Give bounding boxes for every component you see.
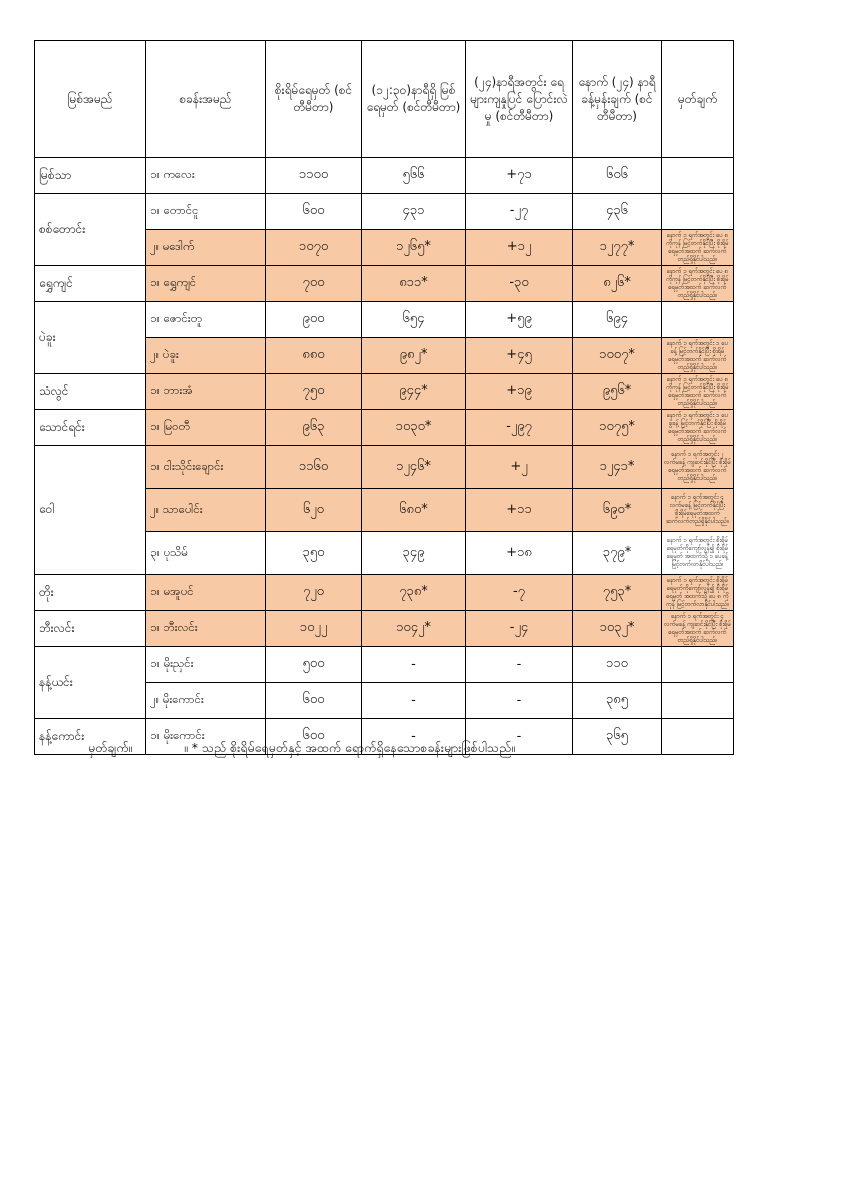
remark: နောက် ၁ ရက်အတွင်း ၄ လက်မခန့် ကျဆင်းနိုင်ပြီး စိုးရိမ်ရေမှတ်အထက် ဆက်လက်တည်ရှိနိုင်ပါသည်။ [662,611,734,647]
station-name: ၁။ ငါးသိုင်းချောင်း [146,446,266,489]
forecast-level: ၆၉၀* [573,489,662,532]
danger-level: ၁၁၀၀ [266,158,362,194]
level-change: -၂၉၇ [466,410,573,446]
danger-level: ၁၁၆၀ [266,446,362,489]
station-name: ၂။ မိုးကောင်း [146,683,266,719]
header-change: (၂၄)နာရီအတွင်း ရေများကျနှုပြင် ပြောင်းလဲမှု (စင်တီမီတာ) [466,41,573,158]
station-name: ၁။ ဘားအံ [146,374,266,410]
current-level: ၉၈၂* [362,338,466,374]
current-level: ၁၀၃၀* [362,410,466,446]
danger-level: ၁၀၂၂ [266,611,362,647]
danger-level: ၃၅၀ [266,532,362,575]
river-name: ရွှေကျင် [35,266,146,302]
station-name: ၂။ ပဲခူး [146,338,266,374]
remark: နောက် ၁ ရက်အတွင်း ၁ ပေခွဲခန့် မြင့်တက်နိုင်ပြီး စိုးရိမ်ရေမှတ်အထက် ဆက်လက်တည်ရှိနိုင်ပါသည်။ [662,410,734,446]
remark [662,719,734,755]
river-name: သံလွင် [35,374,146,410]
forecast-level: ၃၈၅ [573,683,662,719]
station-name: ၁။ ရွှေကျင် [146,266,266,302]
station-name: ၂။ သာပေါင်း [146,489,266,532]
river-name: နန့်ကောင်း [35,719,146,755]
remark: နောက် ၁ ရက်အတွင်း ၄ လက်မခန့် မြင့်တက်နိုင်ပြီး စိုးရိမ်ရေမှတ်အထက် ဆက်လက်တည်ရှိနိုင်ပါသည်။ [662,489,734,532]
current-level: - [362,719,466,755]
river-name: စစ်တောင်း [35,194,146,266]
footnote-text: ။ * သည် စိုးရိမ်ရေမှတ်နှင့် အထက် ရောက်ရှိနေသောစခန်းများဖြစ်ပါသည်။ [183,740,515,755]
table-row [35,194,734,230]
header-row [35,41,734,158]
river-name: သောင်ရင်း [35,410,146,446]
forecast-level: ၁၂၇၇* [573,230,662,266]
current-level: ၁၂၄၆* [362,446,466,489]
station-name: ၁။ မိုးကောင်း [146,719,266,755]
remark: နောက် ၁ ရက်အတွင်း ၂ လက်မခန့် ကျဆင်းနိုင်ပြီး စိုးရိမ်ရေမှတ်အထက် ဆက်လက်တည်ရှိနိုင်ပါသည်။ [662,446,734,489]
forecast-level: ၆၀၆ [573,158,662,194]
danger-level: ၆၀၀ [266,194,362,230]
level-change: -၂၇ [466,194,573,230]
level-change: -၂၄ [466,611,573,647]
danger-level: ၆၀၀ [266,683,362,719]
table-row [35,374,734,410]
header-danger-level: စိုးရိမ်ရေမှတ် (စင်တီမီတာ) [266,41,362,158]
current-level: ၆၈၀* [362,489,466,532]
danger-level: ၈၈၀ [266,338,362,374]
forecast-level: ၁၀၀၇* [573,338,662,374]
forecast-level: ၈၂၆* [573,266,662,302]
river-name: နန့်ယင်း [35,647,146,719]
river-level-report [34,40,733,755]
station-name: ၂။ မဒေါက် [146,230,266,266]
remark: နောက် ၁ ရက်အတွင်း ပေ ၈ ကိုကုန် မြင့်တက်နိုင်ပြီး စိုးရိမ်ရေမှတ်အထက် ဆက်လက်တည်ရှိနိုင်ပါသည်။ [662,374,734,410]
forecast-level: ၇၅၃* [573,575,662,611]
station-name: ၁။ မြဝတီ [146,410,266,446]
table-row [35,158,734,194]
level-change: +၁၉ [466,374,573,410]
level-change: +၂ [466,446,573,489]
danger-level: ၆၀၀ [266,719,362,755]
level-change: - [466,683,573,719]
level-change: +၁၂ [466,230,573,266]
danger-level: ၇၅၀ [266,374,362,410]
forecast-level: ၃၇၉* [573,532,662,575]
current-level: ၁၂၆၅* [362,230,466,266]
remark [662,194,734,230]
table-row [35,266,734,302]
current-level: ၆၅၄ [362,302,466,338]
station-name: ၁။ ဇောင်းတူ [146,302,266,338]
table-row [35,446,734,489]
footnote [88,740,515,759]
remark [662,158,734,194]
river-name: ဘီးလင်း [35,611,146,647]
river-name: မြစ်သာ [35,158,146,194]
header-river: မြစ်အမည် [35,41,146,158]
station-name: ၁။ ဘီးလင်း [146,611,266,647]
danger-level: ၉၆၃ [266,410,362,446]
remark [662,647,734,683]
table-row [35,611,734,647]
current-level: - [362,647,466,683]
forecast-level: ၃၆၅ [573,719,662,755]
river-name: တိုး [35,575,146,611]
remark: နောက် ၁ ရက်အတွင်း စိုးရိမ်ရေမှတ်ကိုကျော်လွန်၍ စိုးရိမ်ရေမှတ် အထက်သို့ ပေ ၈ ကိုကုန် မြင့်တက်လာနိုင်ပါသည်။ [662,575,734,611]
level-change: +၅၉ [466,302,573,338]
forecast-level: ၄၃၆ [573,194,662,230]
level-change: +၁၈ [466,532,573,575]
level-change: +၁၁ [466,489,573,532]
danger-level: ၇၀၀ [266,266,362,302]
table-row [35,647,734,683]
station-name: ၃။ ပုသိမ် [146,532,266,575]
table-row [35,410,734,446]
current-level: ၃၄၉ [362,532,466,575]
danger-level: ၉၀၀ [266,302,362,338]
river-name: ဝေါ [35,446,146,575]
station-name: ၁။ မအူပင် [146,575,266,611]
header-remark: မှတ်ချက် [662,41,734,158]
level-change: - [466,647,573,683]
remark: နောက် ၁ ရက်အတွင်း ၁ ပေခန့် မြင့်တက်နိုင်ပြီး စိုးရိမ်ရေမှတ်အထက် ဆက်လက်တည်ရှိနိုင်ပါသည်။ [662,338,734,374]
station-name: ၁။ ကလေး [146,158,266,194]
forecast-level: ၁၂၄၁* [573,446,662,489]
level-change: +၄၅ [466,338,573,374]
level-change: +၇၁ [466,158,573,194]
current-level: ၅၆၆ [362,158,466,194]
header-station: စခန်းအမည် [146,41,266,158]
header-forecast: နောက် (၂၄) နာရီ ခန့်မှန်းချက် (စင်တီမီတာ) [573,41,662,158]
river-level-table [34,40,734,755]
footnote-label: မှတ်ချက်။ [88,740,133,755]
current-level: - [362,683,466,719]
station-name: ၁။ မိုးညှင်း [146,647,266,683]
level-change: - [466,719,573,755]
danger-level: ၇၂၀ [266,575,362,611]
table-row [35,575,734,611]
remark: နောက် ၁ ရက်အတွင်း ပေ ၈ ကိုကုန် မြင့်တက်နိုင်ပြီး စိုးရိမ်ရေမှတ်အထက် ဆက်လက်တည်ရှိနိုင်ပါသည်။ [662,230,734,266]
current-level: ၁၀၄၂* [362,611,466,647]
danger-level: ၁၀၇၀ [266,230,362,266]
danger-level: ၅၀၀ [266,647,362,683]
danger-level: ၆၂၀ [266,489,362,532]
current-level: ၈၁၁* [362,266,466,302]
current-level: ၇၃၈* [362,575,466,611]
header-current-level: (၁၂:၃၀)နာရီရှိ မြစ်ရေမှတ် (စင်တီမီတာ) [362,41,466,158]
current-level: ၉၄၄* [362,374,466,410]
station-name: ၁။ တောင်ငူ [146,194,266,230]
remark: နောက် ၁ ရက်အတွင်း စိုးရိမ်ရေမှတ်ကိုကျော်လွန်၍ စိုးရိမ်ရေမှတ် အထက်သို့ ၁ ပေခန့် မြင့်တက်လာနိုင်ပါသည်။ [662,532,734,575]
forecast-level: ၁၁၀ [573,647,662,683]
forecast-level: ၁၀၃၂* [573,611,662,647]
current-level: ၄၃၁ [362,194,466,230]
forecast-level: ၁၀၇၅* [573,410,662,446]
river-name: ပဲခူး [35,302,146,374]
table-row [35,302,734,338]
forecast-level: ၉၅၆* [573,374,662,410]
remark: နောက် ၁ ရက်အတွင်း ပေ ၈ ကိုကုန် မြင့်တက်နိုင်ပြီး စိုးရိမ်ရေမှတ်အထက် ဆက်လက်တည်ရှိနိုင်ပါသည်။ [662,266,734,302]
level-change: -၇ [466,575,573,611]
remark [662,683,734,719]
forecast-level: ၆၉၄ [573,302,662,338]
level-change: -၃၀ [466,266,573,302]
remark [662,302,734,338]
